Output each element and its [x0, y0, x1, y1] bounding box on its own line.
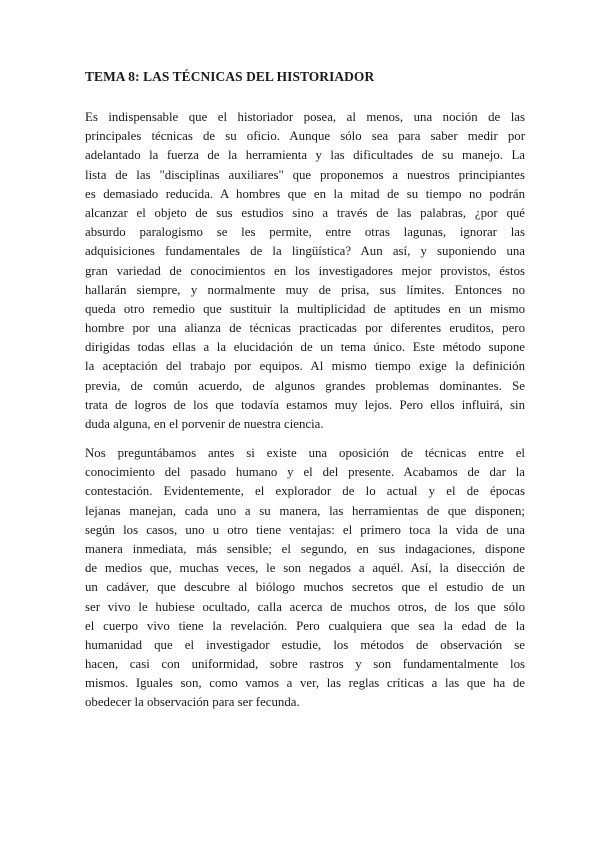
document-title: TEMA 8: LAS TÉCNICAS DEL HISTORIADOR: [85, 69, 375, 84]
text-line: ser vivo le hubiese ocultado, calla acerca de muchos otros, de los que sólo: [85, 599, 525, 614]
text-line: manera inmediata, más sensible; el segundo, en sus indagaciones, dispone: [85, 541, 525, 556]
text-line: lista de las "disciplinas auxiliares" que proponemos a nuestros principiantes: [85, 167, 525, 182]
text-line: hombre por una alianza de técnicas practicadas por diferentes eruditos, pero: [85, 321, 525, 336]
text-line: según los casos, uno u otro tiene ventajas: el primero toca la vida de una: [85, 522, 525, 537]
text-line: de medios que, muchas veces, le son negados a aquél. Así, la disección de: [85, 561, 525, 576]
text-line: hacen, casi con uniformidad, sobre rastros y son fundamentalmente los: [85, 657, 525, 672]
text-line: absurdo paralogismo se les permite, entre otras lagunas, ignorar las: [85, 225, 525, 240]
text-line: duda alguna, en el porvenir de nuestra ciencia.: [85, 417, 324, 431]
text-line: hallarán siempre, y normalmente muy de prisa, sus límites. Entonces no: [85, 282, 525, 297]
text-line: contestación. Evidentemente, el explorador de lo actual y el de épocas: [85, 484, 525, 499]
paragraph-1: [85, 108, 525, 434]
text-line: obedecer la observación para ser fecunda.: [85, 695, 300, 710]
text-line: un cadáver, que descubre al biólogo muchos secretos que el estudio de un: [85, 580, 525, 595]
text-line: mismos. Iguales son, como vamos a ver, las reglas críticas a las que ha de: [85, 676, 525, 691]
text-line: adelantado la fuerza de la herramienta y las dificultades de su manejo. La: [85, 148, 525, 163]
text-line: humanidad que el investigador estudie, los métodos de observación se: [85, 637, 525, 652]
text-line: trata de logros de los que todavía estamos muy lejos. Pero ellos influirá, sin: [85, 397, 525, 412]
text-line: el cuerpo vivo tiene la revelación. Pero cualquiera que sea la edad de la: [85, 618, 525, 633]
text-line: principales técnicas de su oficio. Aunque sólo sea para saber medir por: [85, 129, 525, 144]
text-line: adquisiciones fundamentales de la lingüística? Aun así, y suponiendo una: [85, 244, 525, 259]
text-line: Es indispensable que el historiador posea, al menos, una noción de las: [85, 110, 525, 124]
text-line: queda otro remedio que sustituir la multiplicidad de aptitudes en un mismo: [85, 301, 525, 316]
text-line: Nos preguntábamos antes si existe una oposición de técnicas entre el: [85, 446, 525, 460]
text-line: lejanas manejan, cada uno a su manera, las herramientas de que disponen;: [85, 503, 525, 518]
text-line: es demasiado reducida. A hombres que en la mitad de su tiempo no podrán: [85, 186, 525, 201]
paragraph-2: [85, 444, 525, 713]
text-line: dirigidas todas ellas a la elucidación de un tema único. Este método supone: [85, 340, 525, 355]
text-line: conocimiento del pasado humano y el del presente. Acabamos de dar la: [85, 465, 525, 480]
text-line: alcanzar el objeto de sus estudios sino a través de las palabras, ¿por qué: [85, 205, 525, 220]
text-line: la aceptación del trabajo por equipos. Al mismo tiempo exige la definición: [85, 359, 525, 374]
text-line: gran variedad de conocimientos en los investigadores mejor provistos, éstos: [85, 263, 525, 278]
text-line: previa, de común acuerdo, de algunos grandes problemas dominantes. Se: [85, 378, 525, 393]
